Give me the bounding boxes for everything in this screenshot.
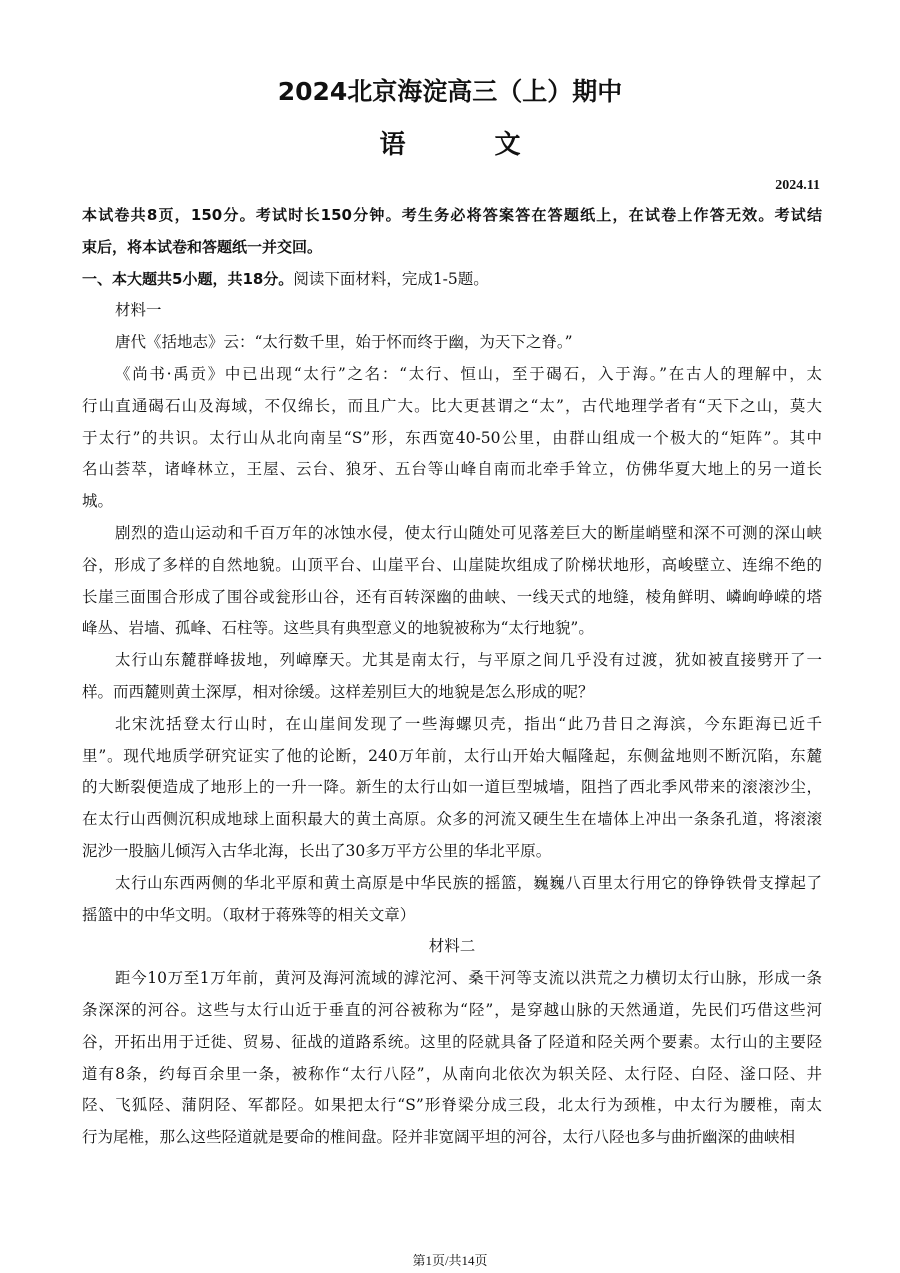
paragraph [82, 264, 822, 296]
text-line [82, 741, 822, 773]
text-line [82, 391, 822, 423]
exam-date: 2024.11 [775, 178, 820, 193]
line-text: 陉、飞狐陉、蒲阴陉、军都陉。如果把太行“S”形脊梁分成三段，北太行为颈椎，中太行为腰椎，南太 [82, 1096, 822, 1115]
line-text: 名山荟萃，诸峰林立，王屋、云台、狼牙、五台等山峰自南而北牵手耸立，仿佛华夏大地上的另一道长 [82, 460, 822, 479]
line-text: 长崖三面围合形成了围谷或瓮形山谷，还有百转深幽的曲峡、一线天式的地缝，棱角鲜明、嶙峋峥嵘的塔 [82, 587, 822, 606]
paragraph [82, 963, 822, 1154]
text-line [82, 454, 822, 486]
line-text: 的大断裂便造成了地形上的一升一降。新生的太行山如一道巨型城墙，阻挡了西北季风带来的滚滚沙尘， [82, 778, 822, 797]
line-text: 材料二 [428, 937, 476, 956]
line-text: 本试卷共8页，150分。考试时长150分钟。考生务必将答案答在答题纸上，在试卷上作答无效。考试结 [82, 206, 822, 224]
text-line [82, 1122, 822, 1154]
line-text: 谷，开拓出用于迁徙、贸易、征战的道路系统。这里的陉就具备了陉道和陉关两个要素。太行山的主要陉 [82, 1032, 822, 1051]
line-text: 束后，将本试卷和答题纸一并交回。 [82, 237, 323, 256]
text-line [82, 327, 822, 359]
line-text: 样。而西麓则黄土深厚，相对徐缓。这样差别巨大的地貌是怎么形成的呢？ [82, 682, 594, 701]
line-text: 城。 [82, 492, 114, 511]
line-text: 道有8条，约每百余里一条，被称作“太行八陉”，从南向北依次为轵关陉、太行陉、白陉、滏口陉、井 [82, 1064, 822, 1083]
line-text: 在太行山西侧沉积成地球上面积最大的黄土高原。众多的河流又硬生生在墙体上冲出一条条孔道，将滚滚 [82, 810, 822, 829]
text-line [82, 963, 822, 995]
line-text: 泥沙一股脑儿倾泻入古华北海，长出了30多万平方公里的华北平原。 [82, 841, 552, 860]
text-line [82, 900, 822, 932]
line-text: 材料一 [115, 301, 162, 320]
line-text: 摇篮中的中华文明。（取材于蒋殊等的相关文章） [82, 905, 416, 924]
paragraph [82, 295, 822, 327]
document-body [82, 200, 822, 1154]
text-line [82, 613, 822, 645]
text-line [82, 836, 822, 868]
text-line [82, 1027, 822, 1059]
paragraph [82, 327, 822, 359]
line-text: 唐代《括地志》云：“太行数千里，始于怀而终于幽，为天下之脊。” [115, 333, 573, 352]
text-line [82, 264, 822, 296]
text-line [82, 359, 822, 391]
paragraph [82, 359, 822, 518]
line-text: 《尚书·禹贡》中已出现“太行”之名：“太行、恒山，至于碣石，入于海。”在古人的理解中，太 [115, 364, 822, 383]
line-text: 行为尾椎，那么这些陉道就是要命的椎间盘。陉并非宽阔平坦的河谷，太行八陉也多与曲折幽深的曲峡相 [82, 1128, 796, 1147]
text-line [82, 423, 822, 455]
section-heading: 一、本大题共5小题，共18分。 [82, 269, 294, 288]
text-line [82, 1059, 822, 1091]
text-line [82, 995, 822, 1027]
line-text: 太行山东麓群峰拔地，列嶂摩天。尤其是南太行，与平原之间几乎没有过渡，犹如被直接劈开了一 [115, 651, 822, 670]
paragraph [82, 931, 822, 963]
paragraph [82, 200, 822, 264]
paragraph [82, 709, 822, 868]
paragraph [82, 645, 822, 709]
paragraph [82, 868, 822, 932]
line-text: 条深深的河谷。这些与太行山近于垂直的河谷被称为“陉”，是穿越山脉的天然通道，先民们巧借这些河 [82, 1000, 822, 1019]
text-line [82, 518, 822, 550]
paragraph [82, 518, 822, 645]
line-text: 行山直通碣石山及海域，不仅绵长，而且广大。比大更甚谓之“太”，古代地理学者有“天下之山，莫大 [82, 396, 822, 415]
text-line [82, 550, 822, 582]
line-text: 谷，形成了多样的自然地貌。山顶平台、山崖平台、山崖陡坎组成了阶梯状地形，高峻壁立、连绵不绝的 [82, 555, 822, 574]
text-line [82, 677, 822, 709]
text-line [82, 931, 822, 963]
line-text: 于太行”的共识。太行山从北向南呈“S”形，东西宽40-50公里，由群山组成一个极大的“矩阵”。其中 [82, 428, 822, 447]
text-line [82, 772, 822, 804]
text-line [82, 582, 822, 614]
line-text: 距今10万至1万年前，黄河及海河流域的滹沱河、桑干河等支流以洪荒之力横切太行山脉，形成一条 [115, 969, 822, 988]
line-text: 北宋沈括登太行山时，在山崖间发现了一些海螺贝壳，指出“此乃昔日之海滨，今东距海已近千 [115, 714, 822, 733]
text-line [82, 295, 822, 327]
line-text: 阅读下面材料，完成1-5题。 [293, 269, 489, 288]
line-text: 剧烈的造山运动和千百万年的冰蚀水侵，使太行山随处可见落差巨大的断崖峭壁和深不可测的深山峡 [115, 523, 822, 542]
text-line [82, 804, 822, 836]
text-line [82, 1090, 822, 1122]
text-line [82, 486, 822, 518]
text-line [82, 709, 822, 741]
text-line [82, 645, 822, 677]
line-text: 里”。现代地质学研究证实了他的论断，240万年前，太行山开始大幅隆起，东侧盆地则不断沉陷，东麓 [82, 746, 822, 765]
text-line [82, 868, 822, 900]
text-line [82, 232, 822, 264]
line-text: 峰丛、岩墙、孤峰、石柱等。这些具有典型意义的地貌被称为“太行地貌”。 [82, 619, 594, 638]
subject-title: 语 文 [379, 130, 561, 160]
document-title: 2024北京海淀高三（上）期中 [277, 77, 623, 106]
page-footer: 第1页/共14页 [412, 1253, 488, 1268]
line-text: 太行山东西两侧的华北平原和黄土高原是中华民族的摇篮，巍巍八百里太行用它的铮铮铁骨支撑起了 [115, 873, 822, 892]
text-line [82, 200, 822, 232]
